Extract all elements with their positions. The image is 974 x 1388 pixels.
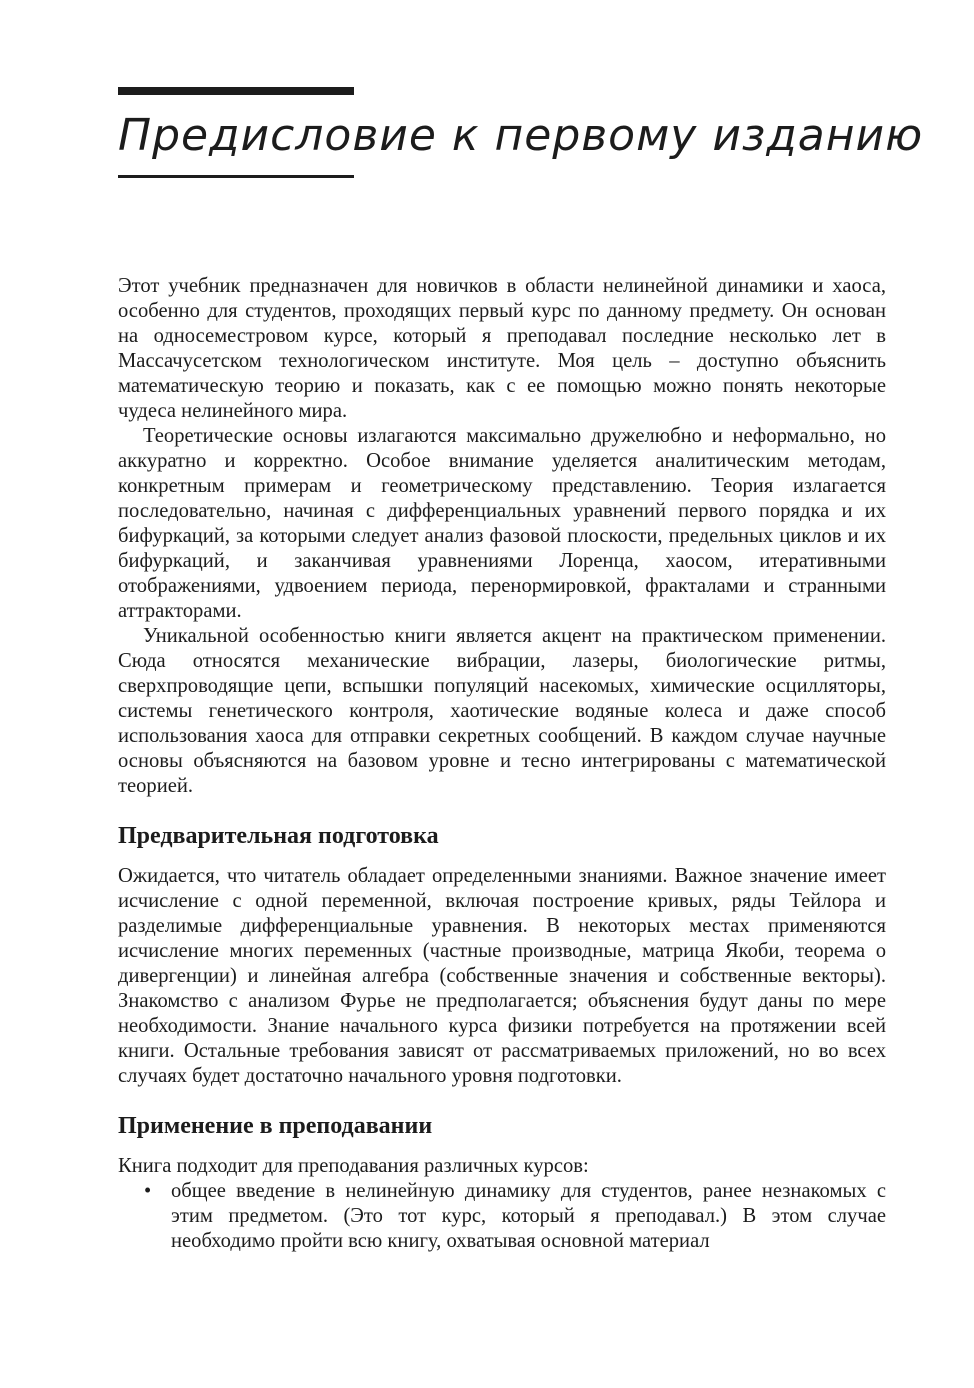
bullet-marker: •	[144, 1180, 152, 1202]
teaching-heading: Применение в преподавании	[118, 1113, 433, 1139]
course-list	[118, 1179, 886, 1254]
prerequisites-heading: Предварительная подготовка	[118, 823, 439, 849]
teaching-intro: Книга подходит для преподавания различных курсов:	[118, 1155, 589, 1177]
title-rule-top	[118, 87, 354, 95]
prerequisites-paragraph: Ожидается, что читатель обладает определенными знаниями. Важное значение имеет исчисление с одной переменной, включая построение кривых, ряды Тейлора и разделимые дифференциальные уравнения. В некоторых местах применяются исчисление многих переменных (частные производные, матрица Якоби, теорема о дивергенции) и линейная алгебра (собственные значения и собственные векторы). Знакомство с анализом Фурье не предполагается; объяснения будут даны по мере необходимости. Знание начального курса физики потребуется на протяжении всей книги. Остальные требования зависят от рассматриваемых приложений, но во всех случаях будет достаточно начального уровня подготовки.	[118, 865, 886, 1087]
book-page	[118, 0, 924, 1388]
body-text	[118, 274, 886, 1254]
intro-paragraph-3: Уникальной особенностью книги является акцент на практическом применении. Сюда относятся механические вибрации, лазеры, биологические ритмы, сверхпроводящие цепи, вспышки популяций насекомых, химические осцилляторы, системы генетического контроля, хаотические водяные колеса и даже способ использования хаоса для отправки секретных сообщений. В каждом случае научные основы объясняются на базовом уровне и тесно интегрированы с математической теорией.	[118, 625, 886, 797]
list-item	[118, 1179, 886, 1254]
intro-paragraph-1: Этот учебник предназначен для новичков в области нелинейной динамики и хаоса, особенно для студентов, проходящих первый курс по данному предмету. Он основан на односеместровом курсе, который я преподавал последние несколько лет в Массачусетском технологическом институте. Моя цель – доступно объяснить математическую теорию и показать, как с ее помощью можно понять некоторые чудеса нелинейного мира.	[118, 275, 886, 422]
intro-paragraph-2: Теоретические основы излагаются максимально дружелюбно и неформально, но аккуратно и корректно. Особое внимание уделяется аналитическим методам, конкретным примерам и геометрическому представлению. Теория излагается последовательно, начиная с дифференциальных уравнений первого порядка и их бифуркаций, за которыми следует анализ фазовой плоскости, предельных циклов и их бифуркаций, и заканчивая уравнениями Лоренца, хаосом, итеративными отображениями, удвоением периода, перенормировкой, фракталами и странными аттракторами.	[118, 425, 886, 622]
list-item-text: общее введение в нелинейную динамику для студентов, ранее незнакомых с этим предметом. (Это тот курс, который я преподавал.) В этом случае необходимо пройти всю книгу, охватывая основной материал	[171, 1180, 886, 1252]
chapter-title: Предисловие к первому изданию	[118, 110, 924, 161]
title-rule-bottom	[118, 175, 354, 178]
